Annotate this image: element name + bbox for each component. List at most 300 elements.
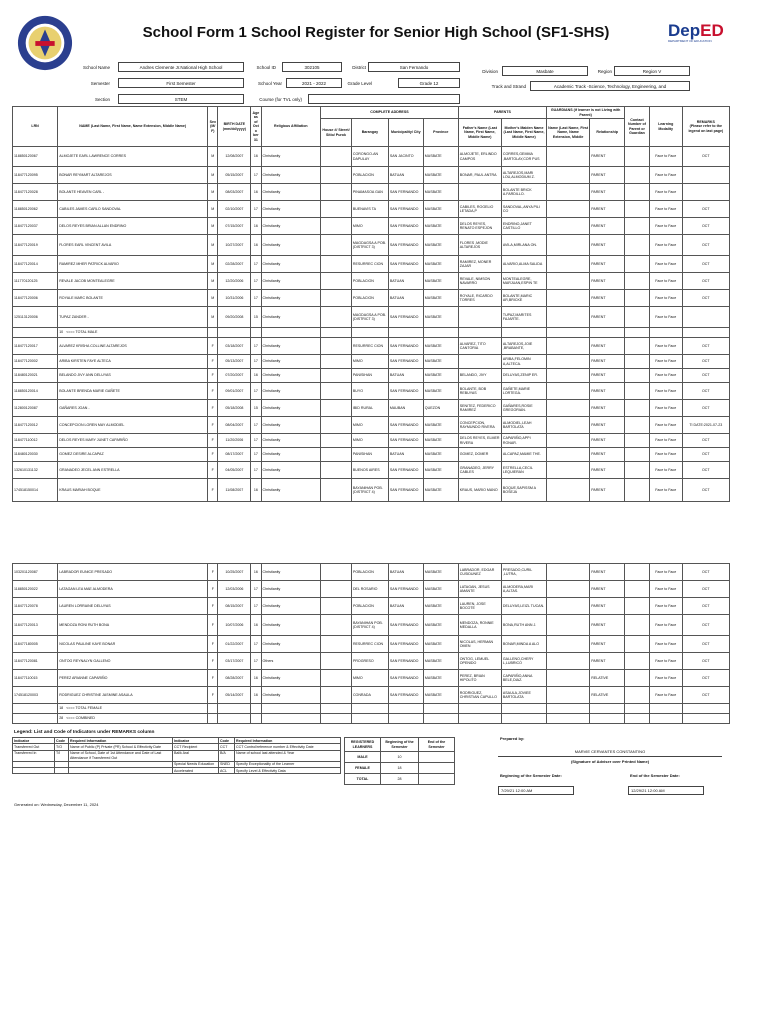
cell-lrn: 118477110012 <box>13 434 58 448</box>
cell-remarks <box>682 307 729 328</box>
cell-father: ALMOJETE, ERLINDO CAMPOS <box>458 147 501 167</box>
cell-mother: MONTEALEGRE, MARJUAN,ESPIN TE <box>501 273 546 290</box>
cell-brgy: BAYANIHAN POB. (DISTRICT 4) <box>351 479 388 502</box>
cell-lrn: 118480120021 <box>13 369 58 383</box>
cell-mother: AVILA,MIRLANA ON. <box>501 235 546 256</box>
cell-mother: CORRES,GEMMA ,BARTOLAY,COR PUS <box>501 147 546 167</box>
cell-prov: MASBATE <box>423 598 458 615</box>
cell-contact <box>625 273 650 290</box>
col-municipality: Municipality/ City <box>388 119 423 147</box>
cell-name: DELOS REYES BRIAN ALLAN ENDRINO <box>58 218 208 235</box>
summary-cell <box>419 752 455 763</box>
cell-sex: F <box>208 383 218 400</box>
cell-father: LABRADOR, EDGAR CUSIDUNEZ <box>458 564 501 581</box>
cell-mother: ALTAREJOS,MARI LOU,ALMODIUM Z. <box>501 167 546 184</box>
cell-modality: Face to Face <box>649 369 682 383</box>
signature-caption: (Signature of Adviser over Printed Name) <box>570 759 650 764</box>
deped-logo-sub: DEPARTMENT OF EDUCATION <box>668 39 712 43</box>
cell-name: NICOLAS PAULINE KAYE BONAR <box>58 636 208 653</box>
cell-father: GRANADEO, JERRY CABLES <box>458 462 501 479</box>
legend-cell: Name of school last attended & Year <box>235 750 341 761</box>
cell-prov: MASBATE <box>423 307 458 328</box>
cell-father: KRAUS, MARIO MANO <box>458 479 501 502</box>
cell-prov: MASBATE <box>423 235 458 256</box>
cell-age: 17 <box>251 417 261 434</box>
cell-house <box>321 256 352 273</box>
cell-rel: Christianity <box>261 417 321 434</box>
summary-cell: 10 <box>381 752 419 763</box>
cell-remarks: OCT <box>682 598 729 615</box>
cell-age: 17 <box>251 434 261 448</box>
cell-contact <box>625 400 650 417</box>
cell-modality: Face to Face <box>649 147 682 167</box>
cell-sex: M <box>208 290 218 307</box>
cell-birth: 01/22/2007 <box>218 636 251 653</box>
cell-father: BONAR, PAUL ANTRA <box>458 167 501 184</box>
cell-relation: PARENT <box>590 383 625 400</box>
cell-contact <box>625 167 650 184</box>
cell-house <box>321 273 352 290</box>
cell-age: 16 <box>251 479 261 502</box>
cell-lrn: 118477120078 <box>13 598 58 615</box>
cell-mun: SAN FERNANDO <box>388 338 423 355</box>
cell-sex: M <box>208 167 218 184</box>
cell-brgy: CORONGO-AN DAPULAY <box>351 147 388 167</box>
cell-remarks: OCT <box>682 653 729 670</box>
cell-remarks: OCT <box>682 636 729 653</box>
cell-birth: 09/20/2008 <box>218 307 251 328</box>
cell-contact <box>625 448 650 462</box>
cell-father: ALVAREZ, TITO CANTORIA <box>458 338 501 355</box>
cell-sex: F <box>208 355 218 369</box>
cell-name: LAUREN LORRAINE DELUYAS <box>58 598 208 615</box>
summary-cell: 18 <box>381 763 419 774</box>
division-value: Masbate <box>502 66 588 76</box>
col-mother: Mother's Maiden Name (Last Name, First Name, Middle Name) <box>501 119 546 147</box>
cell-prov: MASBATE <box>423 218 458 235</box>
cell-rel: Christianity <box>261 184 321 201</box>
cell-rel: Christianity <box>261 307 321 328</box>
cell-rel: Christianity <box>261 256 321 273</box>
cell-remarks: OCT <box>682 564 729 581</box>
cell-rel: Christianity <box>261 147 321 167</box>
district-label: District <box>352 65 366 70</box>
cell-contact <box>625 147 650 167</box>
cell-gname <box>547 448 590 462</box>
cell-modality: Face to Face <box>649 273 682 290</box>
cell-modality: Face to Face <box>649 653 682 670</box>
signature-line <box>498 756 722 757</box>
prepared-by-label: Prepared by: <box>500 736 525 741</box>
cell-prov: MASBATE <box>423 636 458 653</box>
cell-modality: Face to Face <box>649 235 682 256</box>
cell-sex: F <box>208 369 218 383</box>
cell-relation: PARENT <box>590 448 625 462</box>
cell-mother: ARIBA,FELOMIN A,ALTECA. <box>501 355 546 369</box>
cell-house <box>321 184 352 201</box>
cell-brgy: PANISIHAN <box>351 369 388 383</box>
learner-row <box>13 355 730 369</box>
cell-sex: F <box>208 417 218 434</box>
learner-row <box>13 167 730 184</box>
cell-father <box>458 307 501 328</box>
cell-mother: ALMODERA,MARI A,ALTAS. <box>501 581 546 598</box>
cell-contact <box>625 687 650 704</box>
cell-father: RAMIREZ, MONER ZAJAR <box>458 256 501 273</box>
cell-contact <box>625 670 650 687</box>
combined-label: <=== COMBINED <box>66 716 95 721</box>
col-remarks-label: REMARKS <box>696 119 715 124</box>
legend-header: Required Information <box>235 738 341 744</box>
cell-house <box>321 598 352 615</box>
cell-sex: F <box>208 670 218 687</box>
legend-cell <box>55 768 69 774</box>
cell-birth: 08/03/2007 <box>218 184 251 201</box>
cell-brgy: POBLACION <box>351 167 388 184</box>
cell-relation: RELATIVE <box>590 670 625 687</box>
col-remarks-note: (Please refer to the legend on last page) <box>688 124 724 133</box>
summary-cell: MALE <box>345 752 381 763</box>
cell-relation: PARENT <box>590 290 625 307</box>
summary-table <box>344 737 455 785</box>
cell-rel: Christianity <box>261 383 321 400</box>
cell-gname <box>547 307 590 328</box>
col-religion: Religious Affiliation <box>261 107 321 147</box>
cell-contact <box>625 653 650 670</box>
cell-contact <box>625 636 650 653</box>
cell-sex: F <box>208 687 218 704</box>
cell-relation: PARENT <box>590 273 625 290</box>
summary-header: REGISTERED LEARNERS <box>345 738 381 752</box>
cell-gname <box>547 636 590 653</box>
cell-name: ALMOJETE EARL LAWRENCE CORRES <box>58 147 208 167</box>
cell-brgy: MIMO <box>351 355 388 369</box>
cell-name: KRAUS MARIAH BOQUE <box>58 479 208 502</box>
region-label: Region <box>597 69 612 74</box>
cell-sex: M <box>208 273 218 290</box>
legend-header: Required Information <box>69 738 173 744</box>
cell-house <box>321 434 352 448</box>
cell-lrn: 118477120012 <box>13 417 58 434</box>
cell-age: 17 <box>251 636 261 653</box>
cell-mother: ESTRELLA,CECIL LEQUIERAN <box>501 462 546 479</box>
cell-contact <box>625 338 650 355</box>
cell-gname <box>547 400 590 417</box>
cell-birth: 04/05/2007 <box>218 462 251 479</box>
col-guardian-name: Name (Last Name, First Name, Name Extension, Middle <box>547 119 590 147</box>
region-value: Region V <box>614 66 690 76</box>
col-province: Province <box>423 119 458 147</box>
cell-gname <box>547 338 590 355</box>
cell-gname <box>547 147 590 167</box>
cell-name: RODRIGUEZ CHRISTINE JASMINE ASAULA <box>58 687 208 704</box>
cell-father: CABILES, ROGELIO LETADA,P <box>458 201 501 218</box>
cell-mun: SAN FERNANDO <box>388 417 423 434</box>
cell-birth: 08/28/2007 <box>218 670 251 687</box>
learner-register-table <box>12 106 730 502</box>
learner-row <box>13 218 730 235</box>
cell-father: MENDOZA, RONNIE MEDALLA <box>458 615 501 636</box>
cell-relation: PARENT <box>590 615 625 636</box>
learner-row <box>13 598 730 615</box>
cell-father: REVALE, NIMSON NAVARRO <box>458 273 501 290</box>
legend-cell: Transferred Out <box>13 744 55 750</box>
cell-mun: SAN FERNANDO <box>388 434 423 448</box>
summary-cell <box>419 774 455 785</box>
cell-relation: PARENT <box>590 184 625 201</box>
cell-lrn: 125113120006 <box>13 307 58 328</box>
cell-mother: PRESADO,CURIL ,LUTRA, <box>501 564 546 581</box>
cell-prov: MASBATE <box>423 369 458 383</box>
cell-age: 16 <box>251 564 261 581</box>
school-id-label: School ID <box>256 65 276 70</box>
cell-mun: SAN FERNANDO <box>388 479 423 502</box>
cell-mother: ALVARIO,ALMA SALIDA <box>501 256 546 273</box>
section-label: Section <box>94 97 110 102</box>
cell-modality: Face to Face <box>649 417 682 434</box>
legend-cell: CCT Recipient <box>173 744 219 750</box>
cell-brgy: MAGDAGSA A POB. (DISTRICT 3) <box>351 307 388 328</box>
cell-gname <box>547 479 590 502</box>
cell-contact <box>625 235 650 256</box>
cell-rel: Christianity <box>261 167 321 184</box>
cell-mun: SAN JACINTO <box>388 147 423 167</box>
cell-father: DELOS REYES, ELMER RIVERA <box>458 434 501 448</box>
cell-father: SENITEZ, FEDERICO RAMIREZ <box>458 400 501 417</box>
legend-cell: Specify Exceptionality of the Learner <box>235 761 341 767</box>
cell-rel: Christianity <box>261 355 321 369</box>
cell-age: 16 <box>251 235 261 256</box>
learner-row <box>13 653 730 670</box>
cell-father: BELANDO, JIVY <box>458 369 501 383</box>
legend-cell: SNED <box>219 761 235 767</box>
cell-house <box>321 670 352 687</box>
cell-birth: 10/25/2007 <box>218 564 251 581</box>
cell-prov: MASBATE <box>423 670 458 687</box>
cell-prov: MASBATE <box>423 383 458 400</box>
cell-remarks: OCT <box>682 687 729 704</box>
cell-age: 17 <box>251 581 261 598</box>
cell-relation: PARENT <box>590 256 625 273</box>
legend-title: Legend: List and Code of Indicators under REMARKS column <box>14 730 155 735</box>
cell-mun: SAN FERNANDO <box>388 687 423 704</box>
cell-mun: BATUAN <box>388 167 423 184</box>
cell-modality: Face to Face <box>649 307 682 328</box>
cell-relation: PARENT <box>590 338 625 355</box>
col-father: Father's Name (Last Name, First Name, Middle Name) <box>458 119 501 147</box>
cell-brgy: IBID RURAL <box>351 400 388 417</box>
cell-prov: QUEZON <box>423 400 458 417</box>
cell-brgy: MIMO <box>351 670 388 687</box>
cell-house <box>321 201 352 218</box>
cell-lrn: 118477120017 <box>13 338 58 355</box>
cell-relation: PARENT <box>590 417 625 434</box>
cell-rel: Christianity <box>261 235 321 256</box>
learner-row <box>13 462 730 479</box>
cell-father: FLORES ,MODIE ALTAREJOS <box>458 235 501 256</box>
cell-brgy: PROGRESO <box>351 653 388 670</box>
cell-sex: M <box>208 256 218 273</box>
cell-rel: Christianity <box>261 598 321 615</box>
legend-cell: CCT <box>219 744 235 750</box>
district-value: San Fernando <box>368 62 460 72</box>
cell-modality: Face to Face <box>649 636 682 653</box>
cell-lrn: 118477120037 <box>13 218 58 235</box>
cell-gname <box>547 687 590 704</box>
cell-gname <box>547 417 590 434</box>
cell-name: TUPAZ ZANDER - <box>58 307 208 328</box>
cell-birth: 03/18/2007 <box>218 338 251 355</box>
cell-father: ONTOG, LEMUEL OPENIDO <box>458 653 501 670</box>
cell-rel: Christianity <box>261 462 321 479</box>
cell-relation: PARENT <box>590 581 625 598</box>
cell-sex: F <box>208 636 218 653</box>
cell-birth: 11/20/2006 <box>218 434 251 448</box>
learner-row <box>13 383 730 400</box>
col-parents: PARENTS <box>458 107 546 119</box>
cell-prov: MASBATE <box>423 687 458 704</box>
cell-mun: BATUAN <box>388 598 423 615</box>
cell-age: 16 <box>251 687 261 704</box>
cell-house <box>321 355 352 369</box>
cell-mother: GALLENO,CHERY L,LUBRICO <box>501 653 546 670</box>
cell-modality: Face to Face <box>649 479 682 502</box>
cell-prov: MASBATE <box>423 290 458 307</box>
school-name-value: Andres Clemente Jr.National High School <box>118 62 244 72</box>
cell-relation: PARENT <box>590 201 625 218</box>
summary-row <box>345 752 455 763</box>
cell-contact <box>625 383 650 400</box>
cell-name: ALVAREZ KRISHA COLLINE ALTAREJOS <box>58 338 208 355</box>
cell-lrn: 118480120030 <box>13 448 58 462</box>
cell-rel: Christianity <box>261 564 321 581</box>
cell-birth: 12/20/2006 <box>218 273 251 290</box>
cell-age: 17 <box>251 355 261 369</box>
cell-rel: Christianity <box>261 448 321 462</box>
cell-mun: SAN FERNANDO <box>388 235 423 256</box>
end-sem-value: 12/29/21 12:00 AM <box>628 786 704 795</box>
learner-row <box>13 636 730 653</box>
cell-relation: PARENT <box>590 235 625 256</box>
cell-brgy: BAYANIHAN POB. (DISTRICT 4) <box>351 615 388 636</box>
cell-remarks: OCT <box>682 256 729 273</box>
cell-sex: F <box>208 338 218 355</box>
cell-relation: PARENT <box>590 434 625 448</box>
cell-father <box>458 184 501 201</box>
cell-remarks: OCT <box>682 434 729 448</box>
cell-contact <box>625 417 650 434</box>
cell-gname <box>547 598 590 615</box>
cell-modality: Face to Face <box>649 167 682 184</box>
col-house: House #/ Street/ Sitio/ Purok <box>321 119 352 147</box>
legend-cell: Special Needs Education <box>173 761 219 767</box>
cell-prov: MASBATE <box>423 564 458 581</box>
legend-header: Indicator <box>173 738 219 744</box>
cell-contact <box>625 201 650 218</box>
cell-mother: DELUYAS,LEIZL TUCAN. <box>501 598 546 615</box>
track-label: Track and Strand <box>491 84 526 89</box>
school-id-value: 302105 <box>282 62 342 72</box>
learner-row <box>13 338 730 355</box>
cell-brgy: MIMO <box>351 417 388 434</box>
cell-contact <box>625 462 650 479</box>
cell-sex: F <box>208 448 218 462</box>
cell-sex: M <box>208 235 218 256</box>
col-name: NAME (Last Name, First Name, Name Extension, Middle Name) <box>58 107 208 147</box>
cell-prov: MASBATE <box>423 462 458 479</box>
cell-age: 16 <box>251 218 261 235</box>
cell-rel: Christianity <box>261 273 321 290</box>
cell-name: MENDOZA RONI RUTH BONA <box>58 615 208 636</box>
legend-header: Code <box>219 738 235 744</box>
cell-birth: 03/17/2007 <box>218 653 251 670</box>
cell-mother: BOQUE,SAPISSM A BOSEJA <box>501 479 546 502</box>
cell-relation: PARENT <box>590 653 625 670</box>
cell-name: BELANDO JIVY ANN DELUYAS <box>58 369 208 383</box>
cell-lrn: 118850120022 <box>13 581 58 598</box>
cell-rel: Christianity <box>261 687 321 704</box>
cell-name: DELOS REYES MARY JUNET CAPARIÑO <box>58 434 208 448</box>
cell-brgy: BUENOS AIRES <box>351 462 388 479</box>
cell-house <box>321 462 352 479</box>
cell-rel: Christianity <box>261 290 321 307</box>
cell-birth: 05/14/2007 <box>218 687 251 704</box>
cell-name: BONAR REYMART ALTAREJOS <box>58 167 208 184</box>
section-value: STEM <box>118 94 244 104</box>
legend-row <box>13 750 341 761</box>
cell-house <box>321 687 352 704</box>
cell-prov: MASBATE <box>423 434 458 448</box>
cell-name: LABRADOR EUNICE PRESADO <box>58 564 208 581</box>
cell-mother: ALMODIEL,LEAH BARTOLATA <box>501 417 546 434</box>
legend-cell: Specify Level & Effectivity Data <box>235 768 341 774</box>
col-barangay: Barangay <box>351 119 388 147</box>
cell-modality: Face to Face <box>649 201 682 218</box>
cell-gname <box>547 653 590 670</box>
summary-header: Beginning of the Semester <box>381 738 419 752</box>
total-female-row <box>13 704 730 714</box>
summary-row <box>345 774 455 785</box>
cell-birth: 02/10/2007 <box>218 201 251 218</box>
col-address: COMPLETE ADDRESS <box>321 107 459 119</box>
school-year-value: 2021 - 2022 <box>286 78 342 88</box>
cell-mother: BONAR,MINDA A ALO <box>501 636 546 653</box>
cell-remarks: OCT <box>682 147 729 167</box>
cell-mother: CAPARIÑO,ANNA BELE,DIAZ. <box>501 670 546 687</box>
cell-sex: M <box>208 201 218 218</box>
cell-contact <box>625 598 650 615</box>
learner-row <box>13 581 730 598</box>
total-male-count: 10 <box>59 330 64 335</box>
cell-relation: PARENT <box>590 598 625 615</box>
cell-brgy: CONRADA <box>351 687 388 704</box>
generated-on: Generated on: Wednesday, December 11, 2024 <box>14 802 99 807</box>
cell-birth: 05/13/2007 <box>218 355 251 369</box>
combined-count: 28 <box>59 716 64 721</box>
cell-relation: RELATIVE <box>590 687 625 704</box>
cell-remarks: OCT <box>682 338 729 355</box>
cell-relation: PARENT <box>590 479 625 502</box>
cell-prov: MASBATE <box>423 448 458 462</box>
cell-mun: SAN FERNANDO <box>388 383 423 400</box>
learner-row <box>13 687 730 704</box>
cell-gname <box>547 670 590 687</box>
cell-mun: SAN FERNANDO <box>388 670 423 687</box>
begin-sem-label: Beginning of the Semester Date: <box>500 773 562 778</box>
cell-modality: Face to Face <box>649 184 682 201</box>
cell-remarks: OCT <box>682 462 729 479</box>
learner-row <box>13 417 730 434</box>
